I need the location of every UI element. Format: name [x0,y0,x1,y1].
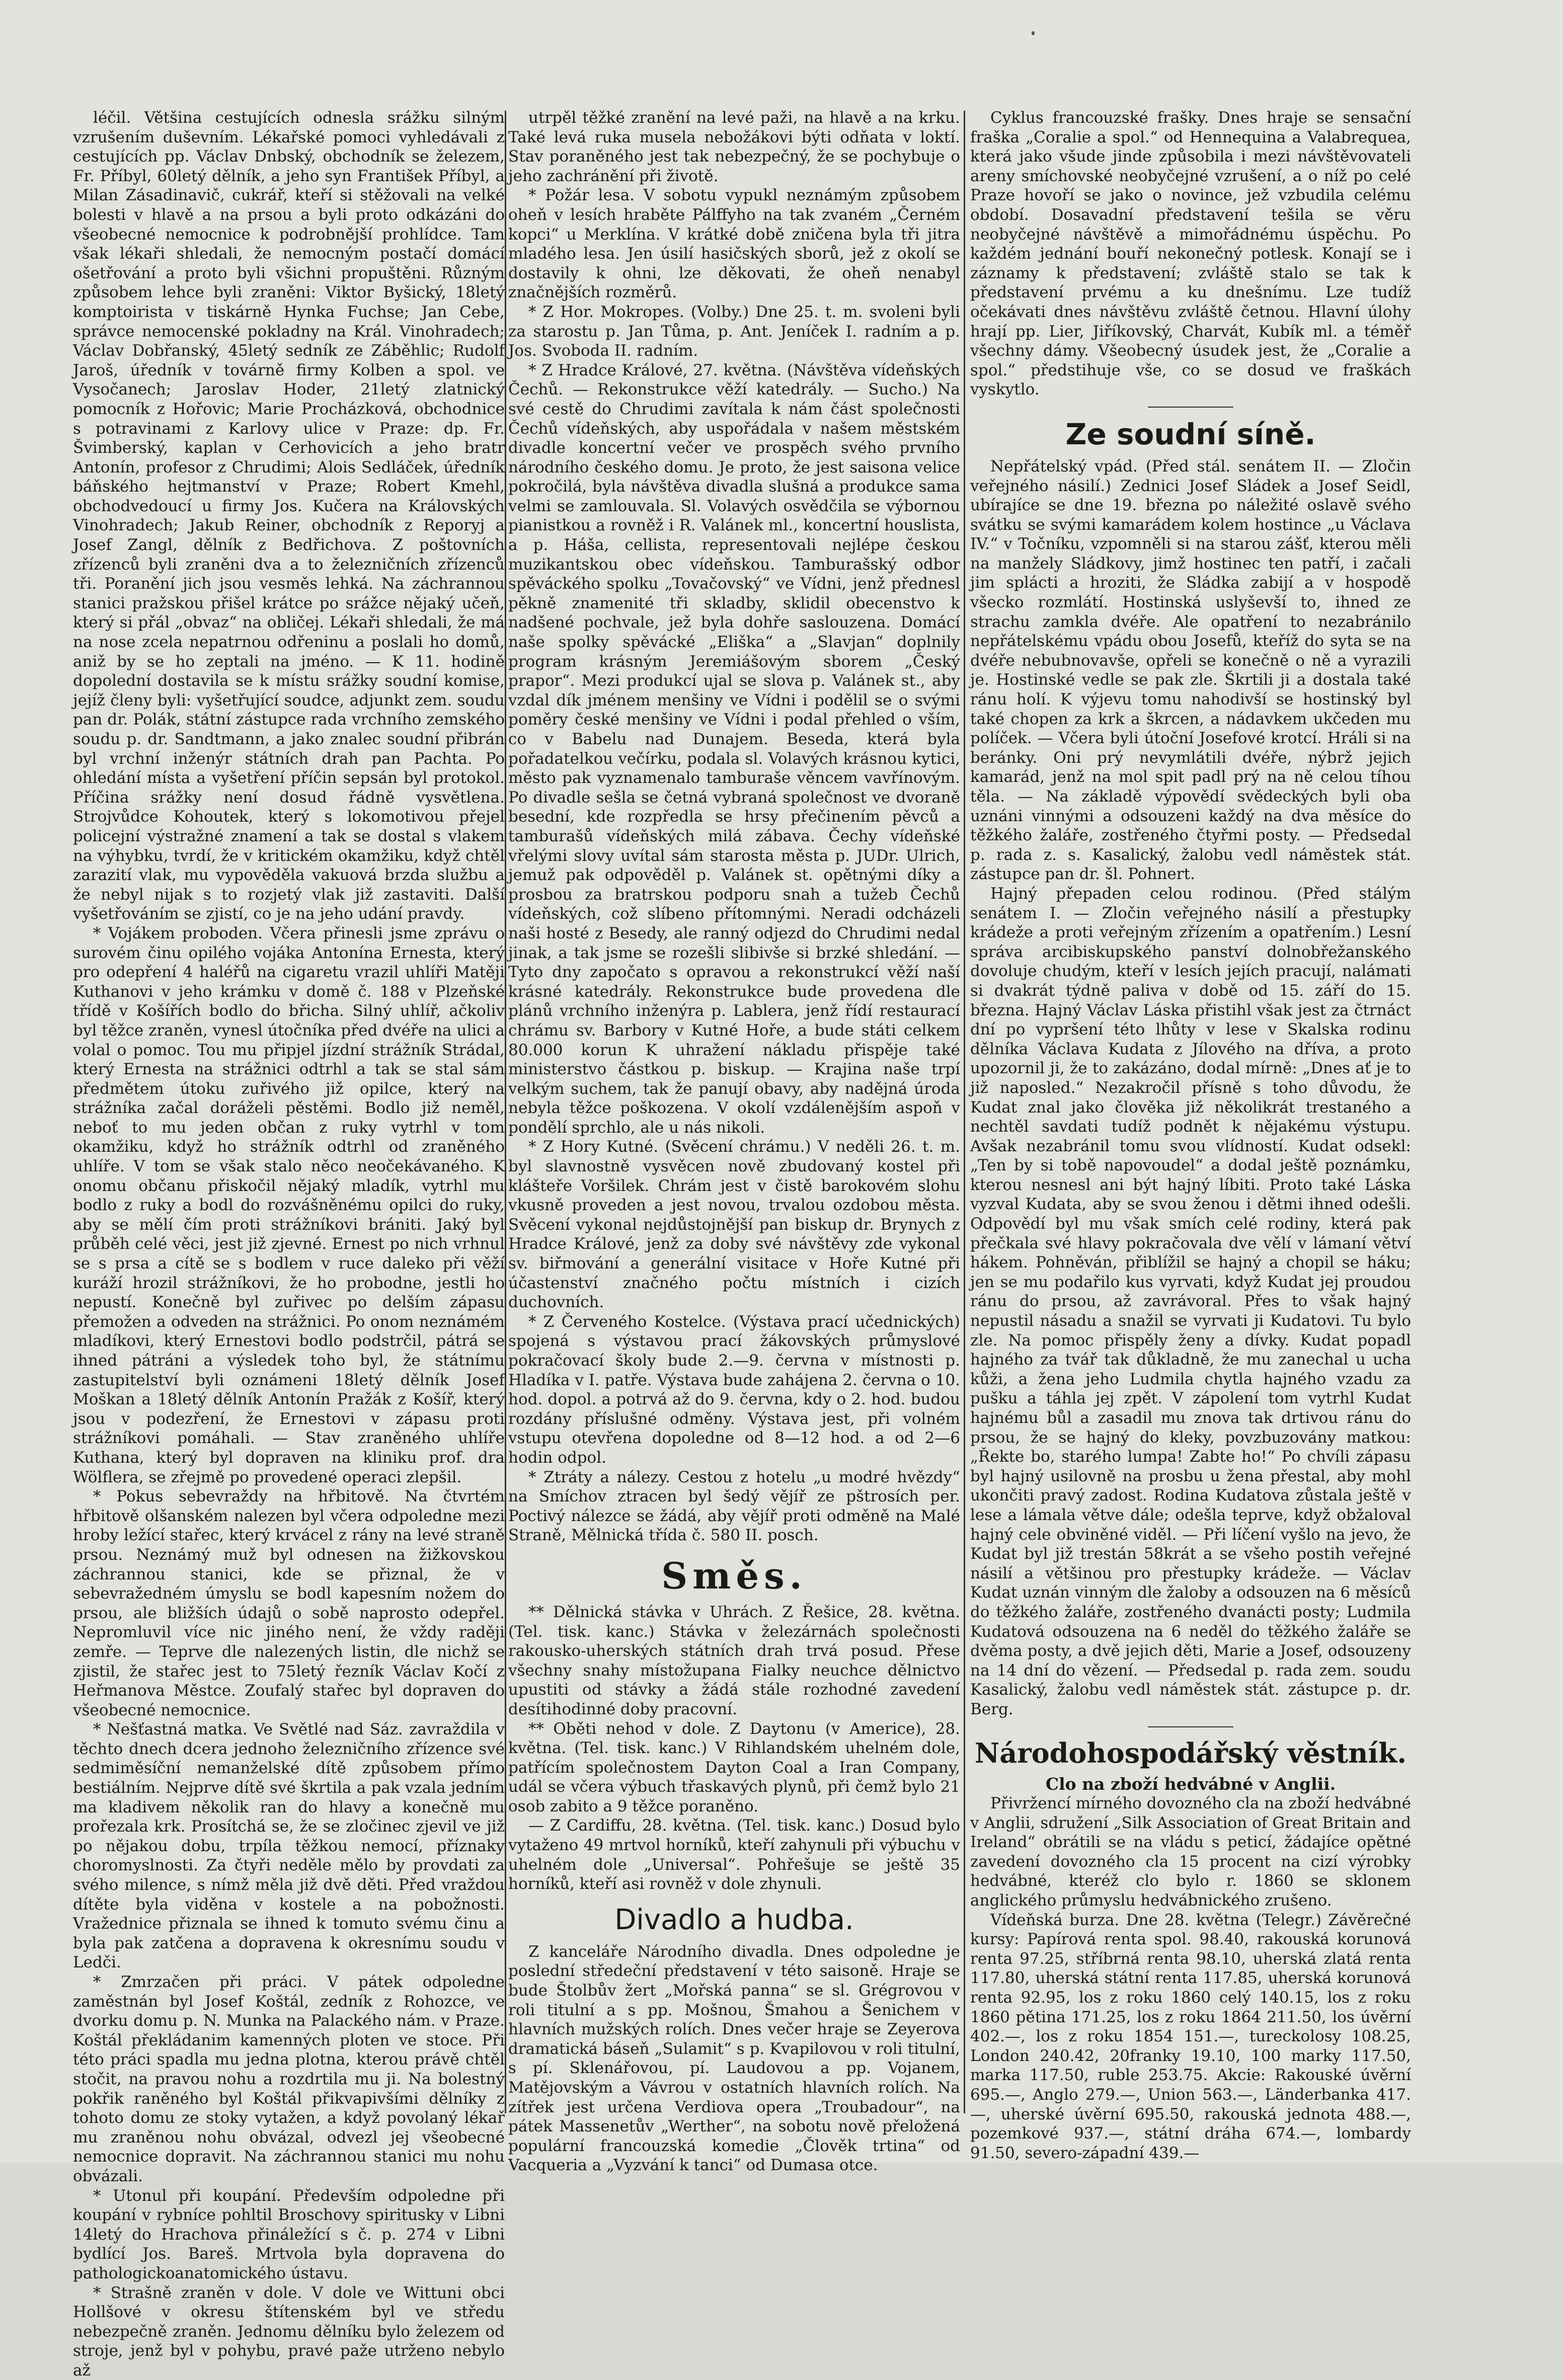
article-paragraph: * Utonul při koupání. Především odpoledne při koupání v rybníce pohltil Broschovy spiritusky v Libni 14letý do Hrachova přináležící s č. p. 274 v Libni bydlící Jos. Bareš. Mrtvola byla dopravena do pathologickoanatomického ústavu. [73,2186,505,2283]
section-heading: Divadlo a hudba. [508,1903,960,1937]
article-paragraph: * Z Hory Kutné. (Svěcení chrámu.) V neděli 26. t. m. byl slavnostně vysvěcen nově zbudovaný kostel při klášteře Voršilek. Chrám jest v čistě barokovém slohu vkusně proveden a jest novou, trvalou ozdobou města. Svěcení vykonal nejdůstojnější pan biskup dr. Brynych z Hradce Králové, jenž za doby své návštěvy zde vykonal sv. biřmování a generální visitace v Hoře Kutné při účastenství značného počtu místních i cizích duchovních. [508,1137,960,1312]
article-paragraph: * Požár lesa. V sobotu vypukl neznámým způsobem oheň v lesích hraběte Pálffyho na tak zvaném „Černém kopci“ u Merklína. V krátké době zničena byla tři jitra mladého lesa. Jen úsilí hasičských sborů, jež z okolí se dostavily k ohni, lze děkovati, že oheň nenabyl značnějších rozměrů. [508,186,960,302]
section-heading: Ze soudní síně. [970,417,1411,452]
article-paragraph: ** Oběti nehod v dole. Z Daytonu (v Americe), 28. května. (Tel. tisk. kanc.) V Rihlandském uhelném dole, patřícím společnostem Dayton Coal a Iran Company, udál se včera výbuch třaskavých plynů, při čemž bylo 21 osob zabito a 9 těžce poraněno. [508,1719,960,1816]
article-paragraph: Vídeňská burza. Dne 28. května (Telegr.) Závěrečné kursy: Papírová renta spol. 98.40, rakouská korunová renta 97.25, stříbrná renta 98.10, uherská zlatá renta 117.80, uherská státní renta 117.85, uherská korunová renta 92.95, los z roku 1860 celý 140.15, los z roku 1860 pětina 171.25, los z roku 1864 211.50, los úvěrní 402.—, los z roku 1854 151.—, tureckolosy 108.25, London 240.42, 20franky 19.10, 100 marky 117.50, marka 117.50, ruble 253.75. Akcie: Rakouské úvěrní 695.—, Anglo 279.—, Union 563.—, Länderbanka 417.—, uherské úvěrní 695.50, rakouská jednota 488.—, pozemkové 937.—, státní dráha 674.—, lombardy 91.50, severo-západní 439.— [970,1911,1411,2163]
section-divider [1148,1726,1233,1727]
article-paragraph: * Vojákem proboden. Včera přinesli jsme zprávu o surovém činu opilého vojáka Antonína Ernesta, který pro odepření 4 haléřů na cigaretu vrazil uhlíři Matěji Kuthanovi v jeho krámku v domě č. 188 v Plzeňské třídě v Košířích bodlo do břicha. Silný uhlíř, ačkoliv byl těžce zraněn, vynesl útočníka před dvéře na ulici a volal o pomoc. Tou mu připjel jízdní strážník Strádal, který Ernesta na strážnici odtrhl a tak se stal sám předmětem útoku zuřivého již opilce, který na strážníka začal doráželi pěstěmi. Bodlo již neměl, neboť to mu jeden občan z ruky vytrhl v tom okamžiku, když ho strážník odtrhl od zraněného uhlíře. V tom se však stalo něco neočekávaného. K onomu občanu přiskočil nějaký mladík, vytrhl mu bodlo z ruky a bodl do rozvášněnému opilci do ruky, aby se mělí čím proti strážníkovi brániti. Jaký byl průběh celé věci, jest již zjevné. Ernest po nich vrhnul se s prsa a cítě se s bodlem v ruce daleko při věží kuráží hrozil strážníkovi, že ho probodne, jestli ho nepustí. Konečně byl zuřivec po delším zápasu přemožen a odveden na strážnici. Po onom neznámém mladíkovi, který Ernestovi bodlo podstrčil, pátrá se ihned pátráni a výsledek toho byl, že státnímu zastupitelství byli oznámeni 18letý dělník Josef Moškan a 18letý dělník Antonín Pražák z Košíř, který jsou v podezření, že Ernestovi v zápasu proti strážníkovi pomáhali. — Stav zraněného uhlíře Kuthana, který byl dopraven na kliniku prof. dra Wölflera, se zřejmě po provedené operaci zlepšil. [73,924,505,1487]
section-divider [1148,407,1233,408]
article-paragraph: ** Dělnická stávka v Uhrách. Z Řešice, 28. května. (Tel. tisk. kanc.) Stávka v železárnách společnosti rakousko-uherských státních drah trvá posud. Přese všechny snahy místožupana Fialky neuchce dělnictvo upustiti od stávky a žádá stále rozhodné zavedení desítihodinné doby pracovní. [508,1603,960,1719]
column-1 [73,108,505,2116]
article-paragraph: * Z Hor. Mokropes. (Volby.) Dne 25. t. m. svoleni byli za starostu p. Jan Tůma, p. Ant. Jeníček I. radním a p. Jos. Svoboda II. radním. [508,302,960,361]
section-heading: Směs. [508,1554,960,1598]
column-divider [505,111,506,2113]
article-paragraph: Nepřátelský vpád. (Před stál. senátem II. — Zločin veřejného násilí.) Zednici Josef Sládek a Josef Seidl, ubírajíce se dne 19. března po náležité oslavě svého svátku se svými kamarádem kolem hostince „u Václava IV.“ v Točníku, vzpomněli si na starou zášť, kterou měli na manžely Sládkovy, jimž hostinec ten patří, i začali jim splácti a hroziti, že Sládka zabijí a v hospodě všecko rozmlátí. Hostinská uslyševší to, ihned ze strachu zamkla dvéře. Ale opatření to nezabránilo nepřátelskému vpádu obou Josefů, kteříž do syta se na dvéře nebubnovavše, opřeli se konečně o ně a vyrazili je. Hostinské vedle se pak zle. Škrtili ji a dostala také ránu holí. K výjevu tomu nahodivší se hostinský byl také chopen za krk a škrcen, a nádavkem ukčeden mu políček. — Včera byli útoční Josefové krotcí. Hráli si na beránky. Oni prý nevymlátili dvéře, nýbrž jejich kamarád, jenž na mol spit padl prý na ně celou tíhou těla. — Na základě výpovědí svědeckých byli oba uznáni vinnými a odsouzeni každý na dva měsíce do těžkého žaláře, zostřeného čtyřmi posty. — Předsedal p. rada z. s. Kasalický, žalobu vedl náměstek stát. zástupce pan dr. šl. Pohnert. [970,457,1411,884]
article-paragraph: Cyklus francouzské frašky. Dnes hraje se sensační fraška „Coralie a spol.“ od Hennequina a Valabrequea, která jako všude jinde způsobila i mezi návštěvovateli areny smíchovské neobyčejné vzrušení, a o níž po celé Praze hovoří se jako o novince, jež vzbudila celému období. Dosavadní představení tešila se věru neobyčejné návštěvě a mimořádnému úspěchu. Po každém jednání bouří nekonečný potlesk. Konají se i záznamy k představení; zvláště stalo se tak k představení prvému a ku dnešnímu. Lze tudíž očekávati dnes návštěvu zvláště četnou. Hlavní úlohy hrají pp. Lier, Jiříkovský, Charvát, Kubík ml. a téměř všechny dámy. Všeobecný úsudek jest, že „Coralie a spol.“ předstihuje vše, co se dosud ve fraškách vyskytlo. [970,108,1411,400]
article-paragraph: Hajný přepaden celou rodinou. (Před stálým senátem I. — Zločin veřejného násilí a přestupky krádeže a proti veřejným zřízením a opatřením.) Lesní správa arcibiskupského panství dolnobřežanského dovoluje chudým, kteří v lesích jejích pracují, nalámati si dvakrát týdně paliva v době od 15. září do 15. března. Hajný Václav Láska přistihl však jest za čtrnáct dní po vypršení této lhůty v lese v Skalska rodinu dělníka Václava Kudata z Jílového na dříva, a proto upozornil ji, že to zakázáno, dodal mírně: „Dnes ať je to již naposled.“ Nezakročil přísně s toho důvodu, že Kudat znal jako člověka již několikrát trestaného a nechtěl savdati tudíž podnět k nějakému výstupu. Avšak nezabránil tomu svou vlídností. Kudat odsekl: „Ten by si tobě napovoudel“ a dodal ještě poznámku, kterou nesnesl ani být hajný líbiti. Proto také Láska vyzval Kudata, aby se svou ženou i dětmi ihned odešli. Odpovědí byl mu však smích celé rodiny, která pak přečkala své hlavy pokračovala dve vělí v lámaní větví hákem. Pohněván, přiblížil se hajný a chopil se háku; jen se mu podařilo kus vyrvati, když Kudat jej proudou ránu do prsou, až zavrávoral. Přes to však hajný nepustil násadu a snažil se vyrvati ji Kudatovi. Tu bylo zle. Na pomoc přispěly ženy a dívky. Kudat popadl hajného za tvář tak důkladně, že mu zanechal u ucha kůži, a žena jeho Ludmila chytla hajného vzadu za pušku a táhla jej zpět. V zápolení tom vytrhl Kudat hajnému bůl a zasadil mu znova tak drtivou ránu do prsou, že se hajný do kleky, povzbuzovány matkou: „Řekte bo, starého lumpa! Zabte ho!“ Po chvíli zápasu byl hajný usilovně na prosbu u žena přestal, aby mohl ukončiti pravý zadost. Rodina Kudatova zůstala ještě v lese a lámala větve dále; odešla teprve, když obžaloval hajný cele obviněné viděl. — Při líčení vyšlo na jevo, že Kudat byl již trestán 58krát a se všeho postih veřejné násilí a většinou pro přestupky krádeže. — Václav Kudat uznán vinným dle žaloby a odsouzen na 6 měsíců do těžkého žaláře, zostřeného dvanácti posty; Ludmila Kudatová odsouzena na 6 neděl do těžkého žaláře se dvěma posty, a dvě jejich děti, Marie a Josef, odsouzeny na 14 dní do vězení. — Předsedal p. rada zem. soudu Kasalický, žalobu vedl náměstek stát. zástupce p. dr. Berg. [970,884,1411,1719]
article-paragraph: Z kanceláře Národního divadla. Dnes odpoledne je poslední středeční představení v této saisoně. Hraje se bude Štolbův žert „Mořská panna“ se sl. Grégrovou v roli titulní a s pp. Mošnou, Šmahou a Šenichem v hlavních mužských rolích. Dnes večer hraje se Zeyerova dramatická báseň „Sulamit“ s p. Kvapilovou v roli titulní, s pí. Sklenářovou, pí. Laudovou a pp. Vojanem, Matějovským a Vávrou v ostatních hlavních rolích. Na zítřek jest určena Verdiova opera „Troubadour“, na pátek Massenetův „Werther“, na sobotu nově přeložená populární francouzská komedie „Člověk trtina“ od Vacqueria a „Vyzvání k tanci“ od Dumasa otce. [508,1942,960,2175]
article-paragraph: * Strašně zraněn v dole. V dole ve Wittuni obci Hollšové v okresu štítenském byl ve středu nebezpečně zraněn. Jednomu dělníku bylo železem od stroje, jenž byl v pohybu, pravé paže utrženo nebylo až [73,2283,505,2380]
column-2 [508,108,960,2116]
article-paragraph: * Zmrzačen při práci. V pátek odpoledne zaměstnán byl Josef Koštál, zedník z Rohozce, ve dvorku domu p. N. Munka na Palackého nám. v Praze. Koštál překládanim kamenných ploten ve stoce. Při této práci spadla mu jedna plotna, kterou právě chtěl stočit, na pravou nohu a rozdrtila mu ji. Na bolestný pokřik raněného byl Koštál přikvapivšími dělníky z tohoto domu ze stoky vytažen, a když povolaný lékař mu zraněnou nohu obvázal, odvezl jej všeobecné nemocnice dopravit. Na záchrannou stanici mu nohu obvázali. [73,1972,505,2186]
column-3 [970,108,1411,2116]
article-paragraph: * Pokus sebevraždy na hřbitově. Na čtvrtém hřbitově olšanském nalezen byl včera odpoledne mezi hroby ležící stařec, který krvácel z rány na levé straně prsou. Neznámý muž byl odnesen na žižkovskou záchrannou stanici, kde se přiznal, že v sebevražedném úmyslu se bodl kapesním nožem do prsou, ale bližších údajů o sobě naprosto odepřel. Nepromluvil více nic jiného není, že vždy raději zemře. — Teprve dle nalezených listin, dle nichž se zjistil, že stařec jest to 75letý řezník Václav Kočí z Heřmanova Městce. Zoufalý stařec byl dopraven do všeobecné nemocnice. [73,1487,505,1720]
column-divider [964,111,965,2113]
scan-speck [1032,31,1035,35]
article-paragraph: * Z Červeného Kostelce. (Výstava prací učednických) spojená s výstavou prací žákovských průmyslové pokračovací školy bude 2.—9. června v místnosti p. Hladíka v I. patře. Výstava bude zahájena 2. června o 10. hod. dopol. a potrvá až do 9. června, kdy o 2. hod. budou rozdány příslušné odměny. Výstava jest, při volném vstupu otevřena dopoledne od 8—12 hod. a od 2—6 hodin odpol. [508,1312,960,1468]
article-paragraph: — Z Cardiffu, 28. května. (Tel. tisk. kanc.) Dosud bylo vytaženo 49 mrtvol horníků, kteří zahynuli při výbuchu v uhelném dole „Universal“. Pohřešuje se ještě 35 horníků, kteří asi rovněž v dole zhynuli. [508,1816,960,1893]
article-subheading: Clo na zboží hedvábné v Anglii. [970,1775,1411,1794]
article-paragraph: Přivržencí mírného dovozného cla na zboží hedvábné v Anglii, sdružení „Silk Association of Great Britain and Ireland“ obrátili se na vládu s peticí, žádajíce opětné zavedení dovozného cla 15 procent na cizí výrobky hedvábné, kteréž clo bylo r. 1860 se sklonem anglického průmyslu hedvábnického zrušeno. [970,1794,1411,1911]
article-paragraph: léčil. Většina cestujících odnesla srážku silným vzrušením duševním. Lékařské pomoci vyhledávali z cestujících pp. Václav Dnbský, obchodník se železem, Fr. Příbyl, 60letý dělník, a jeho syn František Příbyl, a Milan Zásadinavič, cukrář, kteří si stěžovali na velké bolesti v hlavě a na prsou a byli proto odkázáni do všeobecné nemocnice k podrobnější prohlídce. Tam však lékaři shledali, že nemocným postačí domácí ošetřování a proto byli všichni propuštěni. Různým způsobem lehce byli zraněni: Viktor Byšický, 18letý komptoirista v tiskárně Hynka Fuchse; Jan Cebe, správce nemocenské pokladny na Král. Vinohradech; Václav Dobřanský, 45letý sedník ze Záběhlic; Rudolf Jaroš, úředník v továrně firmy Kolben a spol. ve Vysočanech; Jaroslav Hoder, 21letý zlatnický pomocník z Hořovic; Marie Procházková, obchodnice s potravinami z Karlovy ulice v Praze: dp. Fr. Švimberský, kaplan v Cerhovicích a jeho bratr Antonín, profesor z Chrudimi; Alois Sedláček, úředník báňského hejtmanství v Praze; Robert Kmehl, obchodvedoucí u firmy Jos. Kučera na Královských Vinohradech; Jakub Reiner, obchodník z Reporyj a Josef Zangl, dělník z Bedřichova. Z poštovních zřízenců byli zraněni dva a to železničních zřízenců tři. Poranění jich jsou vesměs lehká. Na záchrannou stanici pražskou přišel krátce po srážce nějaký učeň, který si přál „obvaz“ na obličej. Lékaři shledali, že má na nose zcela nepatrnou odřeninu a poslali ho domů, aniž by se ho zeptali na jméno. — K 11. hodině dopolední dostavila se k místu srážky soudní komise, jejíž členy byli: vyšetřující soudce, adjunkt zem. soudu pan dr. Polák, státní zástupce rada vrchního zemského soudu p. dr. Sandtmann, a jako znalec soudní přibrán byl vrchní inženýr státních drah pan Pachta. Po ohledání místa a vyšetření příčin sepsán byl protokol. Příčina srážky není dosud řádně vysvětlena. Strojvůdce Kohoutek, který s lokomotivou přejel policejní výstražné znamení a tak se dostal s vlakem na výhybku, tvrdí, že v kritickém okamžiku, když chtěl zarazití vlak, mu vypověděla vakuová brzda službu a že nebyl nijak s to rozjetý vlak již zastaviti. Další vyšetřováním se zjistí, co je na jeho udání pravdy. [73,108,505,924]
article-paragraph: * Nešťastná matka. Ve Světlé nad Sáz. zavraždila v těchto dnech dcera jednoho železničního zřízence své sedmiměsíční nemanželské dítě způsobem přímo bestiálním. Nejprve dítě své škrtila a pak vzala jedním ma kladivem několik ran do hlavy a konečně mu prořezala krk. Prosítchá se, že se zločinec zjevil ve již po nějakou dobu, trpíla těžkou nemocí, příznaky choromyslnosti. Za čtyři neděle mělo by provdati za svého milence, s nímž měla již dvě děti. Před vraždou dítěte byla viděna v kostele a na pobožnosti. Vražednice přiznala se ihned k tomuto svému činu a byla pak zatčena a dopravena k okresnímu soudu v Ledči. [73,1720,505,1972]
article-paragraph: * Ztráty a nálezy. Cestou z hotelu „u modré hvězdy“ na Smíchov ztracen byl šedý vějíř ze pštrosích per. Poctivý nálezce se žádá, aby vějíř proti odměně na Malé Straně, Mělnická třída č. 580 II. posch. [508,1468,960,1545]
article-paragraph: * Z Hradce Králové, 27. května. (Návštěva vídeňských Čechů. — Rekonstrukce věží katedrály. — Sucho.) Na své cestě do Chrudimi zavítala k nám část společnosti Čechů vídeňských, aby uspořádala v našem městském divadle koncertní večer ve prospěch svého prvního národního českého domu. Je proto, že jest saisona velice pokročilá, byla návštěva divadla slušná a produkce sama velmi se zamlouvala. Sl. Volavých osvědčila se výbornou pianistkou a rovněž i R. Valánek ml., koncertní houslista, a p. Háša, cellista, representovali nejlépe českou muzikantskou obec vídeňskou. Tamburašský odbor spěváckého spolku „Tovačovský“ ve Vídni, jenž přednesl pěkně znamenité tři skladby, sklidil obecenstvo k nadšené pochvale, jež byla dohře saslouzena. Domácí naše spolky spěvácké „Eliška“ a „Slavjan“ doplnily program krásným Jeremiášovým sborem „Český prapor“. Mezi produkcí ujal se slova p. Valánek st., aby vzdal dík jménem menšiny ve Vídni i podělil se o svými poměry české menšiny ve Vídni i podal přehled o vším, co v Babelu nad Dunajem. Beseda, která byla pořadatelkou večírku, podala sl. Volavých krásnou kytici, město pak vyznamenalo tamburaše věncem vavřínovým. Po divadle sešla se četná vybraná společnost ve dvoraně besední, kde rozpředla se hrsy přečinením pěvců a tamburašů vídeňských milá zábava. Čechy vídeňské vřelými slovy uvítal sám starosta města p. JUDr. Ulrich, jemuž pak odpověděl p. Valánek st. opětnými díky a prosbou za bratrskou podporu snah a tužeb Čechů vídeňských, což slíbeno přítomnými. Neradi odcházeli naši hosté z Besedy, ale ranný odjezd do Chrudimi nedal jinak, a tak jsme se rozešli slibivše si brzké shledání. — Tyto dny započato s opravou a rekonstrukcí věží naší krásné katedrály. Rekonstrukce bude provedena dle plánů vrchního inženýra p. Lablera, jenž řídí restaurací chrámu sv. Barbory v Kutné Hoře, a bude státi celkem 80.000 korun K uhražení nákladu přispěje také ministerstvo částkou p. biskup. — Krajina naše trpí velkým suchem, tak že panují obavy, aby nadějná úroda nebyla těžce poškozena. V okolí vzdálenějším aspoň v pondělí sprchlo, ale u nás nikoli. [508,361,960,1138]
section-heading: Národohospodářský věstník. [970,1736,1411,1770]
article-paragraph: utrpěl těžké zranění na levé paži, na hlavě a na krku. Také levá ruka musela nebožákovi býti odňata v loktí. Stav poraněného jest tak nebezpečný, že se pochybuje o jeho zachránění při životě. [508,108,960,186]
